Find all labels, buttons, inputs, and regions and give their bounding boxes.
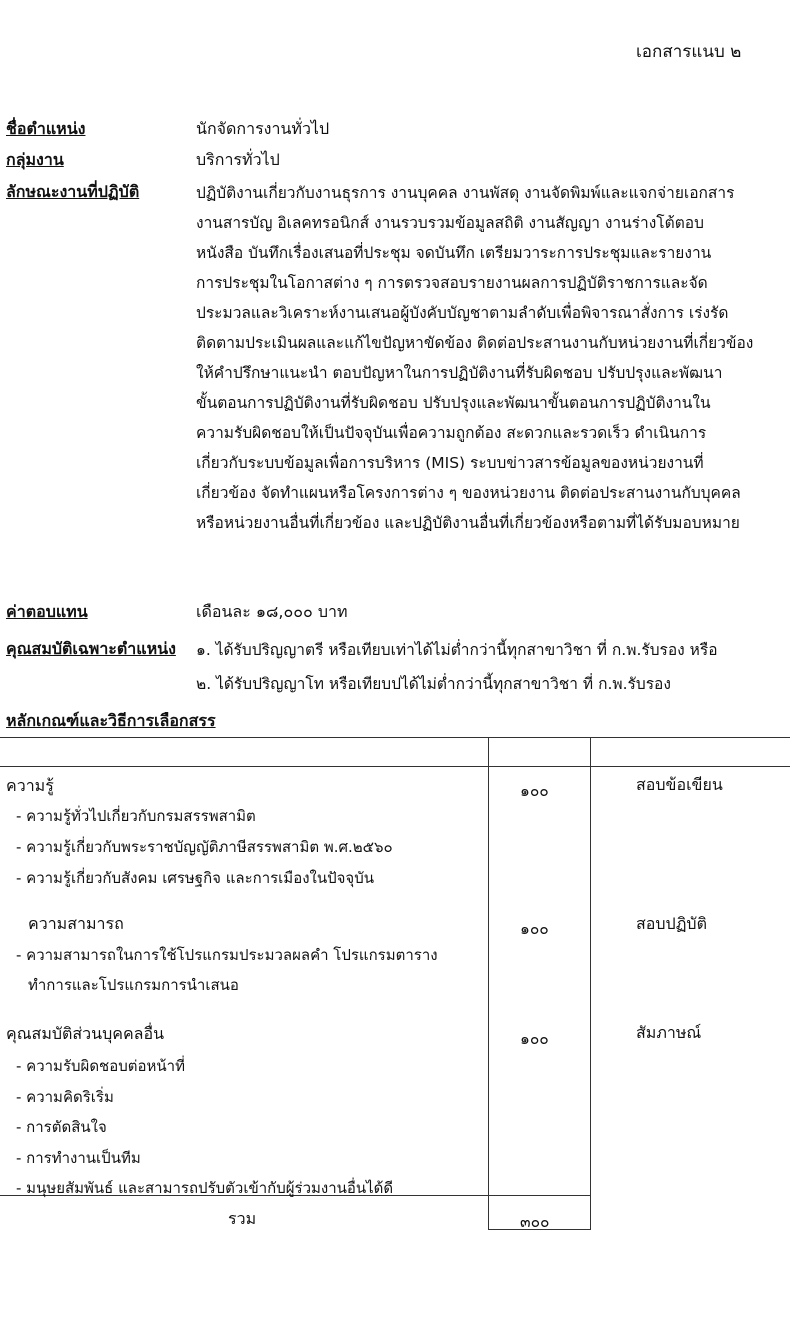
job-group-label: กลุ่มงาน (6, 150, 64, 169)
job-group-value: บริการทั่วไป (196, 150, 280, 169)
duties-line: การประชุมในโอกาสต่าง ๆ การตรวจสอบรายงานผลการปฏิบัติราชการและจัด (196, 274, 708, 292)
selection-heading: หลักเกณฑ์และวิธีการเลือกสรร (6, 711, 216, 730)
table-header-border (0, 766, 790, 767)
duties-line: เกี่ยวข้อง จัดทำแผนหรือโครงการต่าง ๆ ของหน่วยงาน ติดต่อประสานงานกับบุคคล (196, 484, 741, 502)
duties-line: หรือหน่วยงานอื่นที่เกี่ยวข้อง และปฏิบัติงานอื่นที่เกี่ยวข้องหรือตามที่ได้รับมอบหมาย (196, 514, 740, 532)
duties-line: ติดตามประเมินผลและแก้ไขปัญหาขัดข้อง ติดต่อประสานงานกับหน่วยงานที่เกี่ยวข้อง (196, 334, 754, 352)
table-divider (488, 737, 489, 1229)
personal-title: คุณสมบัติส่วนบุคคลอื่น (6, 1024, 165, 1043)
table-divider (590, 737, 591, 1229)
ability-item: ทำการและโปรแกรมการนำเสนอ (28, 976, 239, 994)
duties-line: ประมวลและวิเคราะห์งานเสนอผู้บังคับบัญชาตามลำดับเพื่อพิจารณาสั่งการ เร่งรัด (196, 304, 729, 322)
personal-item: - การทำงานเป็นทีม (16, 1149, 141, 1167)
compensation-label: ค่าตอบแทน (6, 602, 88, 621)
total-label: รวม (228, 1209, 257, 1228)
ability-item: - ความสามารถในการใช้โปรแกรมประมวลผลคำ โปรแกรมตาราง (16, 946, 438, 964)
knowledge-item: - ความรู้เกี่ยวกับสังคม เศรษฐกิจ และการเมืองในปัจจุบัน (16, 869, 374, 887)
duties-line: ขั้นตอนการปฏิบัติงานที่รับผิดชอบ ปรับปรุงและพัฒนาขั้นตอนการปฏิบัติงานใน (196, 394, 711, 412)
ability-score: ๑๐๐ (520, 920, 549, 938)
duties-line: ให้คำปรึกษาแนะนำ ตอบปัญหาในการปฏิบัติงานที่รับผิดชอบ ปรับปรุงและพัฒนา (196, 364, 723, 382)
compensation-value: เดือนละ ๑๘,๐๐๐ บาท (196, 602, 348, 621)
personal-item: - ความคิดริเริ่ม (16, 1088, 114, 1106)
duties-line: ความรับผิดชอบให้เป็นปัจจุบันเพื่อความถูกต้อง สะดวกและรวดเร็ว ดำเนินการ (196, 424, 707, 442)
personal-item: - มนุษยสัมพันธ์ และสามารถปรับตัวเข้ากับผู้ร่วมงานอื่นได้ดี (16, 1179, 394, 1197)
personal-method: สัมภาษณ์ (636, 1023, 702, 1042)
duties-line: เกี่ยวกับระบบข้อมูลเพื่อการบริหาร (MIS) ระบบข่าวสารข้อมูลของหน่วยงานที่ (196, 454, 704, 472)
qualification-line: ๒. ได้รับปริญญาโท หรือเทียบปได้ไม่ต่ำกว่านี้ทุกสาขาวิชา ที่ ก.พ.รับรอง (196, 675, 671, 693)
knowledge-item: - ความรู้ทั่วไปเกี่ยวกับกรมสรรพสามิต (16, 807, 256, 825)
knowledge-item: - ความรู้เกี่ยวกับพระราชบัญญัติภาษีสรรพสามิต พ.ศ.๒๕๖๐ (16, 838, 393, 856)
total-score: ๓๐๐ (520, 1213, 550, 1231)
duties-paragraph (196, 178, 796, 538)
qualification-line: ๑. ได้รับปริญญาตรี หรือเทียบเท่าได้ไม่ต่ำกว่านี้ทุกสาขาวิชา ที่ ก.พ.รับรอง หรือ (196, 641, 718, 659)
qualifications-label: คุณสมบัติเฉพาะตำแหน่ง (6, 639, 176, 658)
duties-line: หนังสือ บันทึกเรื่องเสนอที่ประชุม จดบันทึก เตรียมวาระการประชุมและรายงาน (196, 244, 712, 262)
ability-title: ความสามารถ (28, 914, 124, 933)
knowledge-title: ความรู้ (6, 776, 54, 795)
personal-item: - การตัดสินใจ (16, 1118, 107, 1136)
duties-line: ปฏิบัติงานเกี่ยวกับงานธุรการ งานบุคคล งานพัสดุ งานจัดพิมพ์และแจกจ่ายเอกสาร (196, 184, 735, 202)
ability-method: สอบปฏิบัติ (636, 914, 707, 933)
table-top-border (0, 737, 790, 738)
attachment-label: เอกสารแนบ ๒ (636, 42, 742, 62)
personal-score: ๑๐๐ (520, 1030, 549, 1048)
position-title-value: นักจัดการงานทั่วไป (196, 119, 330, 138)
knowledge-score: ๑๐๐ (520, 782, 549, 800)
duties-label: ลักษณะงานที่ปฏิบัติ (6, 182, 140, 201)
knowledge-method: สอบข้อเขียน (636, 775, 723, 794)
duties-line: งานสารบัญ อิเลคทรอนิกส์ งานรวบรวมข้อมูลสถิติ งานสัญญา งานร่างโต้ตอบ (196, 214, 704, 232)
position-title-label: ชื่อตำแหน่ง (6, 119, 86, 138)
personal-item: - ความรับผิดชอบต่อหน้าที่ (16, 1057, 185, 1075)
